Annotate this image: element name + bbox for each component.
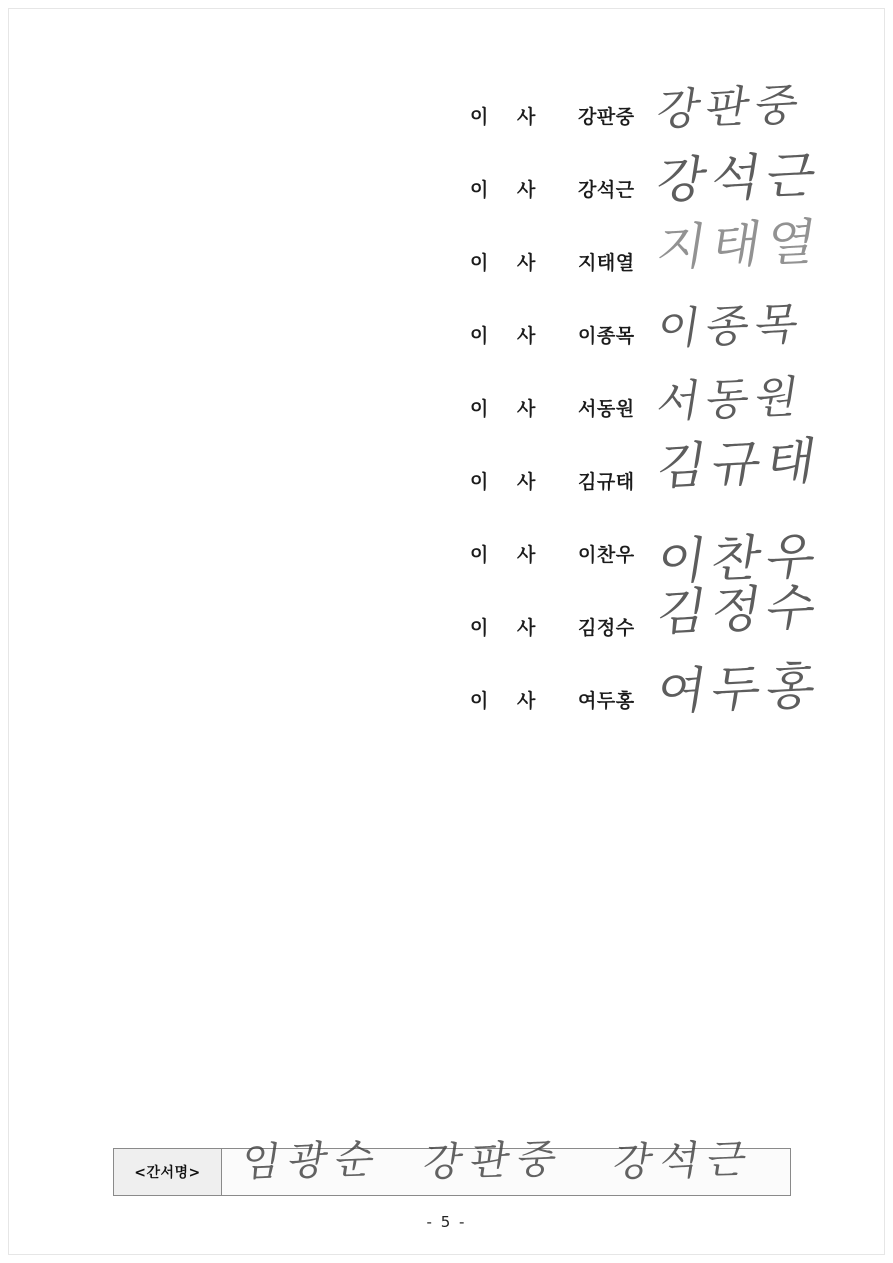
signature-title: 이 사 xyxy=(470,325,547,347)
signature-name: 이찬우 xyxy=(578,544,635,566)
signature-title: 이 사 xyxy=(470,106,547,128)
handwritten-signature: 이찬우 xyxy=(652,526,826,591)
handwritten-signature: 김정수 xyxy=(652,577,826,642)
signature-name: 강석근 xyxy=(578,179,635,201)
handwritten-signature: 지태열 xyxy=(652,212,826,277)
signature-name: 강판중 xyxy=(578,106,635,128)
handwritten-signature: 김규태 xyxy=(652,431,826,496)
signature-name: 김규태 xyxy=(578,471,635,493)
signature-name: 서동원 xyxy=(578,398,635,420)
handwritten-initial: 임광순 xyxy=(238,1136,386,1186)
handwritten-signature: 서동원 xyxy=(653,371,808,428)
signature-row xyxy=(470,431,870,526)
handwritten-signature: 강판중 xyxy=(653,79,808,136)
page-number: - 5 - xyxy=(426,1213,467,1231)
initials-signature-strip xyxy=(113,1136,791,1196)
signature-title: 이 사 xyxy=(470,690,547,712)
signature-title: 이 사 xyxy=(470,544,547,566)
signature-title: 이 사 xyxy=(470,179,547,201)
handwritten-initial: 강석근 xyxy=(610,1136,758,1186)
signature-row xyxy=(470,656,870,745)
signature-name: 지태열 xyxy=(578,252,635,274)
signature-title: 이 사 xyxy=(470,471,547,493)
signature-title: 이 사 xyxy=(470,398,547,420)
handwritten-signature: 강석근 xyxy=(652,145,826,210)
signature-title: 이 사 xyxy=(470,252,547,274)
handwritten-signature: 여두홍 xyxy=(652,656,826,721)
handwritten-initial: 강판중 xyxy=(420,1136,568,1186)
signature-name: 여두홍 xyxy=(578,690,635,712)
director-signature-list xyxy=(470,79,870,745)
signature-name: 김정수 xyxy=(578,617,635,639)
signature-name: 이종목 xyxy=(578,325,635,347)
signature-title: 이 사 xyxy=(470,617,547,639)
handwritten-signature: 이종목 xyxy=(653,298,808,355)
initials-label: <간서명> xyxy=(134,1165,201,1181)
initials-label-cell xyxy=(114,1149,222,1195)
